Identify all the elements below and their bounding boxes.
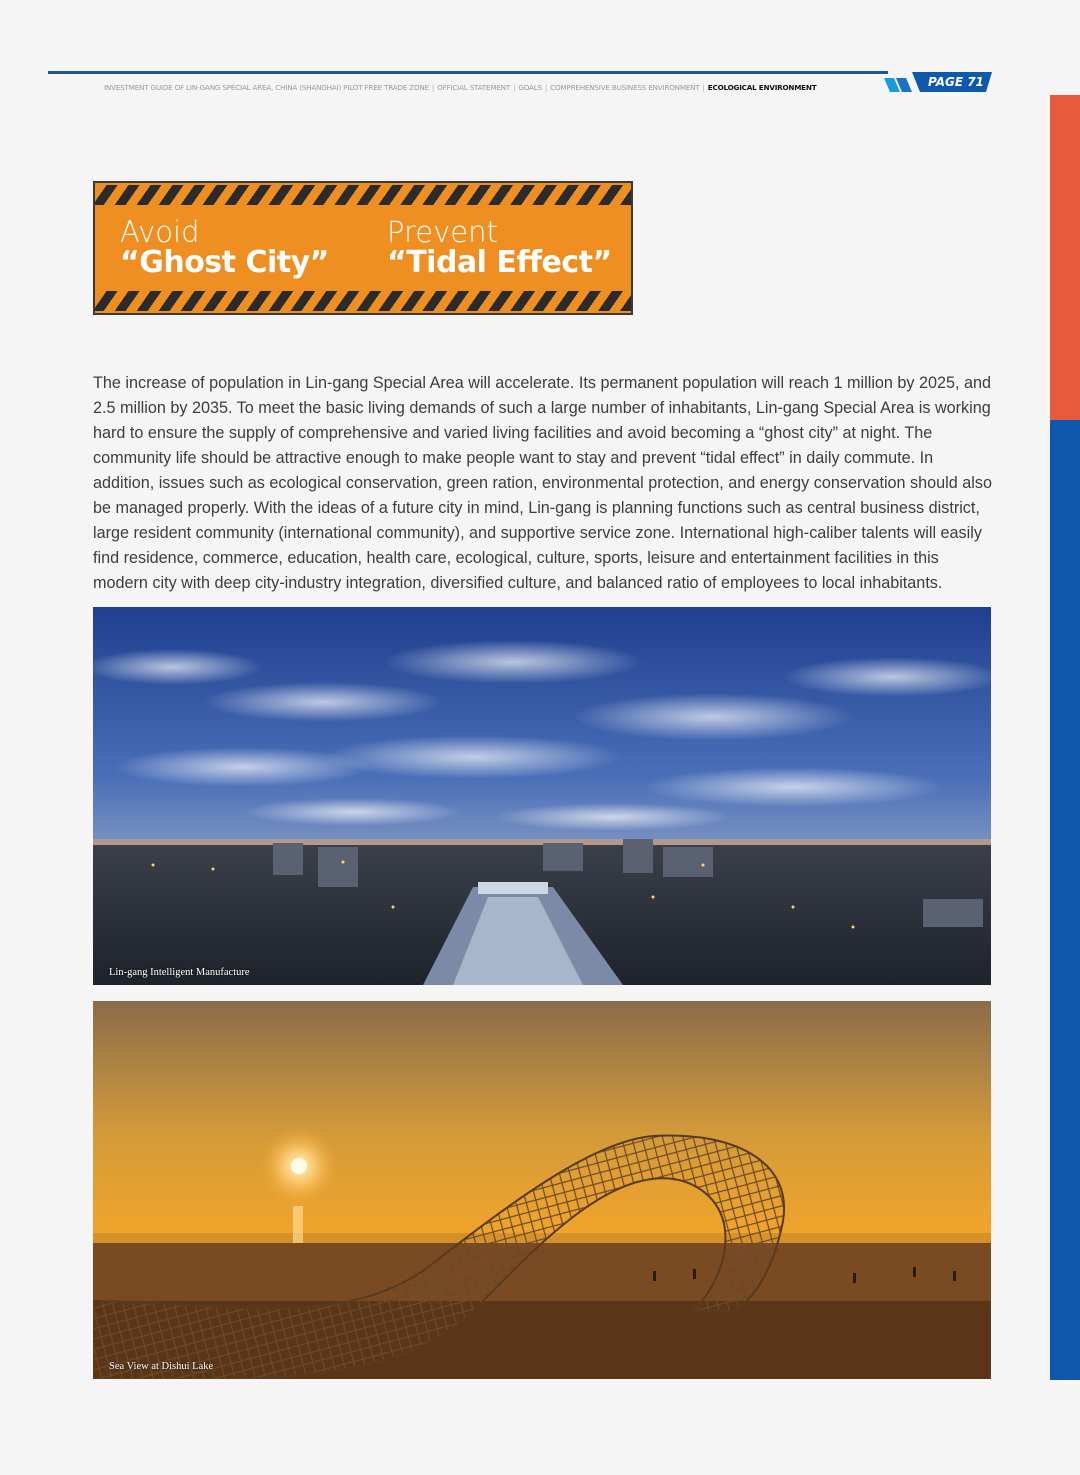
banner-avoid [120, 217, 329, 279]
breadcrumb-separator: | [544, 83, 548, 92]
photo-caption: Sea View at Dishui Lake [109, 1361, 214, 1372]
breadcrumb-item-business-environment[interactable]: COMPREHENSIVE BUSINESS ENVIRONMENT [550, 83, 700, 92]
banner-prevent-label: Prevent [387, 215, 498, 249]
header-rule [48, 71, 888, 74]
breadcrumb-separator: | [513, 83, 516, 92]
banner-ghost-city: “Ghost City” [120, 245, 329, 280]
breadcrumb-separator: | [431, 83, 435, 92]
photo-lingang-panorama [93, 607, 991, 985]
photo-dishui-lake [93, 1001, 991, 1379]
hazard-stripe-bottom [95, 291, 631, 311]
breadcrumb [104, 83, 884, 92]
breadcrumb-item-ecological-environment[interactable]: ECOLOGICAL ENVIRONMENT [707, 83, 817, 92]
side-accent-blue [1050, 420, 1080, 1380]
breadcrumb-separator: | [702, 83, 705, 92]
photo-dishui-image [93, 1001, 991, 1379]
page-number-tab [882, 72, 992, 94]
photo-lingang-image [93, 607, 991, 985]
body-paragraph: The increase of population in Lin-gang Special Area will accelerate. Its permanent population will reach 1 million by 2025, and 2.5 million by 2035. To meet the basic living demands of such a large number of inhabitants, Lin-gang Special Area is working hard to ensure the supply of comprehensive and varied living facilities and avoid becoming a “ghost city” at night. The community life should be attractive enough to make people want to stay and prevent “tidal effect” in daily commute. In addition, issues such as ecological conservation, green ration, environmental protection, and energy conservation should also be managed properly. With the ideas of a future city in mind, Lin-gang is planning functions such as central business district, large resident community (international community), and supportive service zone. International high-caliber talents will easily find residence, commerce, education, health care, ecological, culture, sports, leisure and entertainment facilities in this modern city with deep city-industry integration, diversified culture, and balanced ratio of employees to local inhabitants. [93, 374, 992, 593]
section-banner [93, 181, 633, 315]
page-number: PAGE 71 [928, 75, 984, 89]
banner-prevent [387, 217, 612, 279]
breadcrumb-item-official-statement[interactable]: OFFICIAL STATEMENT [437, 83, 511, 92]
side-accent-red [1050, 95, 1080, 420]
hazard-stripe-top [95, 185, 631, 205]
breadcrumb-item-goals[interactable]: GOALS [518, 83, 542, 92]
photo-caption: Lin-gang Intelligent Manufacture [109, 967, 250, 978]
banner-avoid-label: Avoid [120, 215, 200, 249]
banner-tidal-effect: “Tidal Effect” [387, 245, 612, 280]
breadcrumb-item-guide[interactable]: INVESTMENT GUIDE OF LIN-GANG SPECIAL AREA, CHINA (SHANGHAI) PILOT FREE TRADE ZONE [104, 83, 429, 92]
